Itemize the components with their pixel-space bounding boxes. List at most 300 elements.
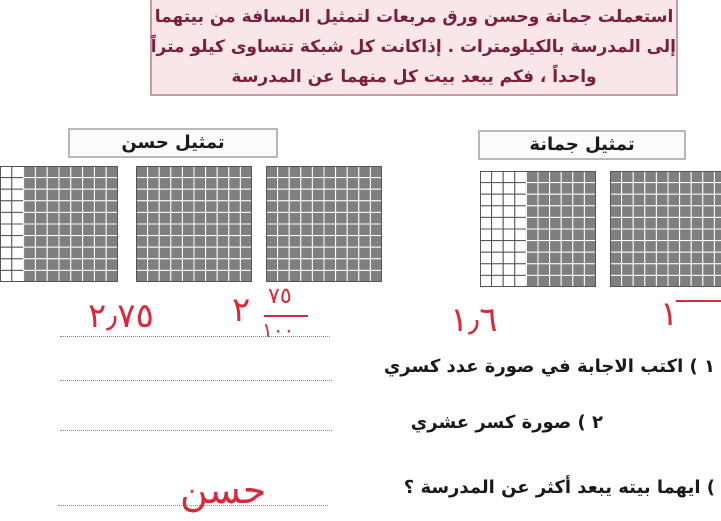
empty-cell [503,252,515,264]
shaded-cell [194,201,206,213]
shaded-cell [573,252,585,264]
shaded-cell [359,236,371,248]
shaded-cell [312,166,324,178]
shaded-cell [336,247,348,259]
jumana-whole-number: ١ [660,294,679,334]
shaded-cell [182,270,194,282]
shaded-cell [347,178,359,190]
shaded-cell [35,166,47,178]
shaded-cell [714,264,721,276]
shaded-cell [714,252,721,264]
shaded-cell [691,217,703,229]
shaded-cell [35,259,47,271]
shaded-cell [312,236,324,248]
shaded-cell [645,252,657,264]
shaded-cell [229,270,241,282]
empty-cell [0,247,12,259]
shaded-cell [347,166,359,178]
shaded-cell [370,166,382,178]
empty-cell [480,275,492,287]
empty-cell [492,183,504,195]
shaded-cell [136,178,148,190]
shaded-cell [301,166,313,178]
shaded-cell [668,206,680,218]
shaded-cell [336,189,348,201]
shaded-cell [266,189,278,201]
empty-cell [503,217,515,229]
shaded-cell [573,275,585,287]
shaded-cell [656,171,668,183]
shaded-cell [240,236,252,248]
shaded-cell [136,189,148,201]
shaded-cell [714,183,721,195]
shaded-cell [83,212,95,224]
shaded-cell [526,206,538,218]
shaded-cell [289,236,301,248]
empty-cell [480,241,492,253]
shaded-cell [171,247,183,259]
shaded-cell [324,166,336,178]
answer-3-handwritten: حسن [180,468,267,512]
shaded-cell [94,236,106,248]
shaded-cell [106,224,118,236]
shaded-cell [633,206,645,218]
shaded-cell [370,178,382,190]
shaded-cell [680,229,692,241]
shaded-cell [680,275,692,287]
shaded-cell [148,166,160,178]
shaded-cell [278,178,290,190]
shaded-cell [206,189,218,201]
empty-cell [515,206,527,218]
shaded-cell [301,178,313,190]
shaded-cell [645,194,657,206]
shaded-cell [266,247,278,259]
fraction-bar [264,315,308,317]
shaded-cell [94,224,106,236]
shaded-cell [171,189,183,201]
shaded-cell [538,275,550,287]
shaded-cell [347,259,359,271]
empty-cell [515,217,527,229]
shaded-cell [610,194,622,206]
shaded-cell [59,259,71,271]
shaded-cell [217,212,229,224]
shaded-cell [148,224,160,236]
shaded-cell [229,236,241,248]
shaded-cell [359,212,371,224]
shaded-cell [703,252,715,264]
shaded-cell [312,212,324,224]
shaded-cell [703,241,715,253]
empty-cell [492,275,504,287]
shaded-cell [703,183,715,195]
shaded-cell [83,247,95,259]
shaded-cell [289,212,301,224]
shaded-cell [59,178,71,190]
empty-cell [480,264,492,276]
shaded-cell [622,252,634,264]
empty-cell [12,178,24,190]
shaded-cell [312,270,324,282]
shaded-cell [538,264,550,276]
shaded-cell [106,212,118,224]
shaded-cell [703,264,715,276]
shaded-cell [561,194,573,206]
hasan-frac-denominator: ١٠٠ [262,318,295,342]
shaded-cell [59,212,71,224]
shaded-cell [182,247,194,259]
shaded-cell [171,201,183,213]
shaded-cell [680,206,692,218]
shaded-cell [336,166,348,178]
empty-cell [480,252,492,264]
shaded-cell [182,212,194,224]
empty-cell [12,270,24,282]
shaded-cell [24,201,36,213]
shaded-cell [526,194,538,206]
shaded-cell [550,241,562,253]
shaded-cell [538,241,550,253]
shaded-cell [324,259,336,271]
shaded-cell [240,166,252,178]
shaded-cell [59,224,71,236]
shaded-cell [182,166,194,178]
problem-line-1: استعملت جمانة وحسن ورق مربعات لتمثيل المسافة من بيتهما [154,7,674,27]
question-1: ١ ) اكتب الاجابة في صورة عدد كسري [383,356,715,377]
shaded-cell [206,212,218,224]
shaded-cell [359,259,371,271]
shaded-cell [71,270,83,282]
shaded-cell [584,206,596,218]
shaded-cell [691,252,703,264]
shaded-cell [217,270,229,282]
hasan-grid-1 [0,166,118,282]
shaded-cell [691,183,703,195]
shaded-cell [561,183,573,195]
shaded-cell [229,247,241,259]
shaded-cell [645,183,657,195]
shaded-cell [47,189,59,201]
empty-cell [492,252,504,264]
shaded-cell [622,217,634,229]
shaded-cell [561,206,573,218]
empty-cell [12,201,24,213]
shaded-cell [538,206,550,218]
empty-cell [0,212,12,224]
shaded-cell [645,264,657,276]
hasan-grid-2 [136,166,252,282]
shaded-cell [526,217,538,229]
shaded-cell [24,189,36,201]
shaded-cell [159,247,171,259]
shaded-cell [622,275,634,287]
shaded-cell [633,171,645,183]
shaded-cell [194,247,206,259]
empty-cell [515,252,527,264]
shaded-cell [526,252,538,264]
empty-cell [480,229,492,241]
shaded-cell [312,178,324,190]
shaded-cell [703,217,715,229]
shaded-cell [526,171,538,183]
shaded-cell [633,264,645,276]
shaded-cell [538,252,550,264]
shaded-cell [278,224,290,236]
shaded-cell [106,236,118,248]
shaded-cell [550,217,562,229]
shaded-cell [266,166,278,178]
shaded-cell [106,270,118,282]
shaded-cell [217,178,229,190]
shaded-cell [83,189,95,201]
shaded-cell [668,171,680,183]
hasan-whole-number: ٢ [232,290,251,330]
shaded-cell [24,247,36,259]
shaded-cell [645,241,657,253]
shaded-cell [359,201,371,213]
shaded-cell [182,178,194,190]
shaded-cell [324,224,336,236]
shaded-cell [171,178,183,190]
shaded-cell [573,171,585,183]
shaded-cell [266,259,278,271]
shaded-cell [312,247,324,259]
shaded-cell [289,166,301,178]
empty-cell [480,194,492,206]
shaded-cell [148,259,160,271]
shaded-cell [561,171,573,183]
shaded-cell [622,194,634,206]
shaded-cell [24,224,36,236]
shaded-cell [610,171,622,183]
shaded-cell [347,224,359,236]
shaded-cell [47,166,59,178]
shaded-cell [584,183,596,195]
shaded-cell [229,201,241,213]
shaded-cell [35,224,47,236]
shaded-cell [159,178,171,190]
empty-cell [480,171,492,183]
empty-cell [12,224,24,236]
shaded-cell [573,217,585,229]
shaded-cell [229,259,241,271]
empty-cell [503,194,515,206]
shaded-cell [324,201,336,213]
shaded-cell [217,189,229,201]
shaded-cell [159,259,171,271]
empty-cell [492,264,504,276]
shaded-cell [573,229,585,241]
empty-cell [515,183,527,195]
shaded-cell [182,189,194,201]
shaded-cell [336,236,348,248]
shaded-cell [584,229,596,241]
shaded-cell [240,178,252,190]
shaded-cell [633,252,645,264]
shaded-cell [59,166,71,178]
shaded-cell [703,206,715,218]
shaded-cell [538,171,550,183]
shaded-cell [148,247,160,259]
shaded-cell [359,189,371,201]
shaded-cell [538,183,550,195]
shaded-cell [714,217,721,229]
shaded-cell [136,201,148,213]
shaded-cell [136,212,148,224]
shaded-cell [94,201,106,213]
shaded-cell [194,259,206,271]
shaded-cell [136,224,148,236]
shaded-cell [182,201,194,213]
shaded-cell [668,194,680,206]
empty-cell [503,241,515,253]
shaded-cell [633,183,645,195]
shaded-cell [633,194,645,206]
empty-cell [12,259,24,271]
empty-cell [515,241,527,253]
shaded-cell [35,270,47,282]
empty-cell [503,264,515,276]
shaded-cell [106,166,118,178]
empty-cell [480,217,492,229]
shaded-cell [35,201,47,213]
jumana-grid-2 [610,171,721,287]
shaded-cell [24,270,36,282]
shaded-cell [370,236,382,248]
shaded-cell [194,189,206,201]
shaded-cell [278,247,290,259]
shaded-cell [550,194,562,206]
jumana-label: تمثيل جمانة [478,130,686,160]
shaded-cell [703,275,715,287]
shaded-cell [171,270,183,282]
shaded-cell [610,264,622,276]
shaded-cell [550,252,562,264]
shaded-cell [680,171,692,183]
shaded-cell [289,247,301,259]
shaded-cell [347,236,359,248]
empty-cell [0,236,12,248]
shaded-cell [584,264,596,276]
shaded-cell [194,178,206,190]
shaded-cell [240,247,252,259]
shaded-cell [668,229,680,241]
shaded-cell [136,247,148,259]
shaded-cell [106,201,118,213]
shaded-cell [526,264,538,276]
shaded-cell [550,264,562,276]
shaded-cell [94,212,106,224]
shaded-cell [71,212,83,224]
shaded-cell [229,189,241,201]
shaded-cell [148,201,160,213]
shaded-cell [83,201,95,213]
shaded-cell [83,236,95,248]
shaded-cell [301,201,313,213]
problem-line-3: واحداً ، فكم يبعد بيت كل منهما عن المدرسة [231,67,597,87]
shaded-cell [182,224,194,236]
shaded-cell [136,236,148,248]
shaded-cell [370,224,382,236]
shaded-cell [229,212,241,224]
shaded-cell [71,178,83,190]
hasan-decimal-answer: ٢٫٧٥ [88,296,154,336]
empty-cell [515,264,527,276]
shaded-cell [561,275,573,287]
shaded-cell [47,178,59,190]
shaded-cell [71,236,83,248]
shaded-cell [35,212,47,224]
shaded-cell [656,229,668,241]
shaded-cell [312,259,324,271]
shaded-cell [324,236,336,248]
empty-cell [0,166,12,178]
shaded-cell [714,241,721,253]
shaded-cell [656,275,668,287]
shaded-cell [656,241,668,253]
shaded-cell [610,206,622,218]
shaded-cell [680,217,692,229]
shaded-cell [278,236,290,248]
shaded-cell [633,229,645,241]
shaded-cell [59,270,71,282]
shaded-cell [703,229,715,241]
shaded-cell [633,275,645,287]
shaded-cell [370,270,382,282]
shaded-cell [136,270,148,282]
shaded-cell [229,224,241,236]
shaded-cell [266,178,278,190]
shaded-cell [171,212,183,224]
shaded-cell [24,212,36,224]
shaded-cell [148,236,160,248]
shaded-cell [171,224,183,236]
shaded-cell [24,178,36,190]
shaded-cell [561,252,573,264]
shaded-cell [182,259,194,271]
shaded-cell [656,183,668,195]
shaded-cell [526,183,538,195]
shaded-cell [561,264,573,276]
shaded-cell [83,178,95,190]
empty-cell [0,259,12,271]
shaded-cell [24,166,36,178]
shaded-cell [656,252,668,264]
empty-cell [492,206,504,218]
shaded-cell [171,166,183,178]
shaded-cell [94,178,106,190]
shaded-cell [336,259,348,271]
shaded-cell [240,201,252,213]
shaded-cell [680,264,692,276]
shaded-cell [680,252,692,264]
shaded-cell [680,183,692,195]
shaded-cell [359,166,371,178]
shaded-cell [59,201,71,213]
shaded-cell [266,224,278,236]
empty-cell [503,206,515,218]
shaded-cell [324,212,336,224]
empty-cell [503,183,515,195]
shaded-cell [301,247,313,259]
shaded-cell [691,264,703,276]
empty-cell [0,201,12,213]
shaded-cell [550,206,562,218]
shaded-cell [691,241,703,253]
shaded-cell [324,178,336,190]
problem-line-2: إلى المدرسة بالكيلومترات . إذاكانت كل شبكة تتساوى كيلو متراً [150,37,676,57]
